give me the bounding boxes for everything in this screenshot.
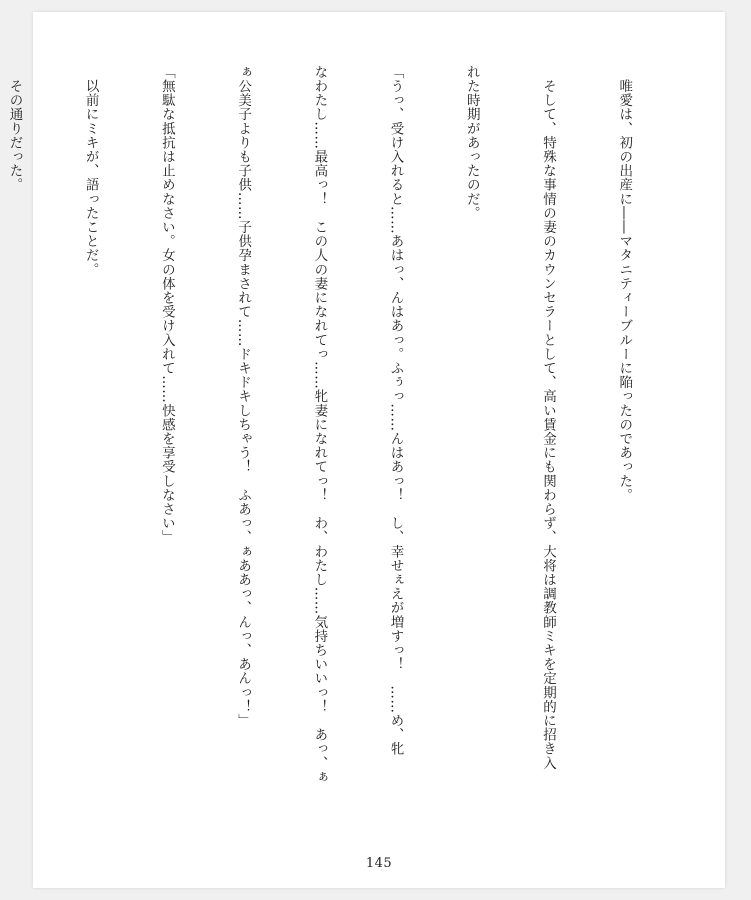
manuscript-page: [6, 12, 725, 888]
text-line: なわたし……最高っ！ この人の妻になれてっ……牝妻になれてっ！ わ、わたし……気持ちいいっ！ あっ、ぁ: [311, 65, 328, 785]
text-line: そして、特殊な事情の妻のカウンセラーとして、高い賃金にも関わらず、大将は調教師ミキを定期的に招き入: [539, 65, 556, 770]
text-line: れた時期があったのだ。: [463, 65, 480, 221]
text-line: 「無駄な抵抗は止めなさい。女の体を受け入れて……快感を享受しなさい」: [158, 65, 175, 545]
text-line: その通りだった。: [6, 65, 23, 192]
text-line: 「うっ、受け入れると……あはっ、んはあっ。ふぅっ……んはあっ！ し、幸せぇえが増すっ！ ……め、牝: [387, 65, 404, 756]
page-number: 145: [365, 856, 393, 871]
text-line: 以前にミキが、語ったことだ。: [82, 65, 99, 277]
vertical-text-body: [0, 65, 687, 785]
text-line: ぁ公美子よりも子供……子供孕まされて……ドキドキしちゃう！ ふあっ、ぁああっ、んっ、あんっ！」: [235, 65, 252, 728]
text-line: 唯愛は、初の出産に――マタニティーブルーに陥ったのであった。: [616, 65, 633, 503]
